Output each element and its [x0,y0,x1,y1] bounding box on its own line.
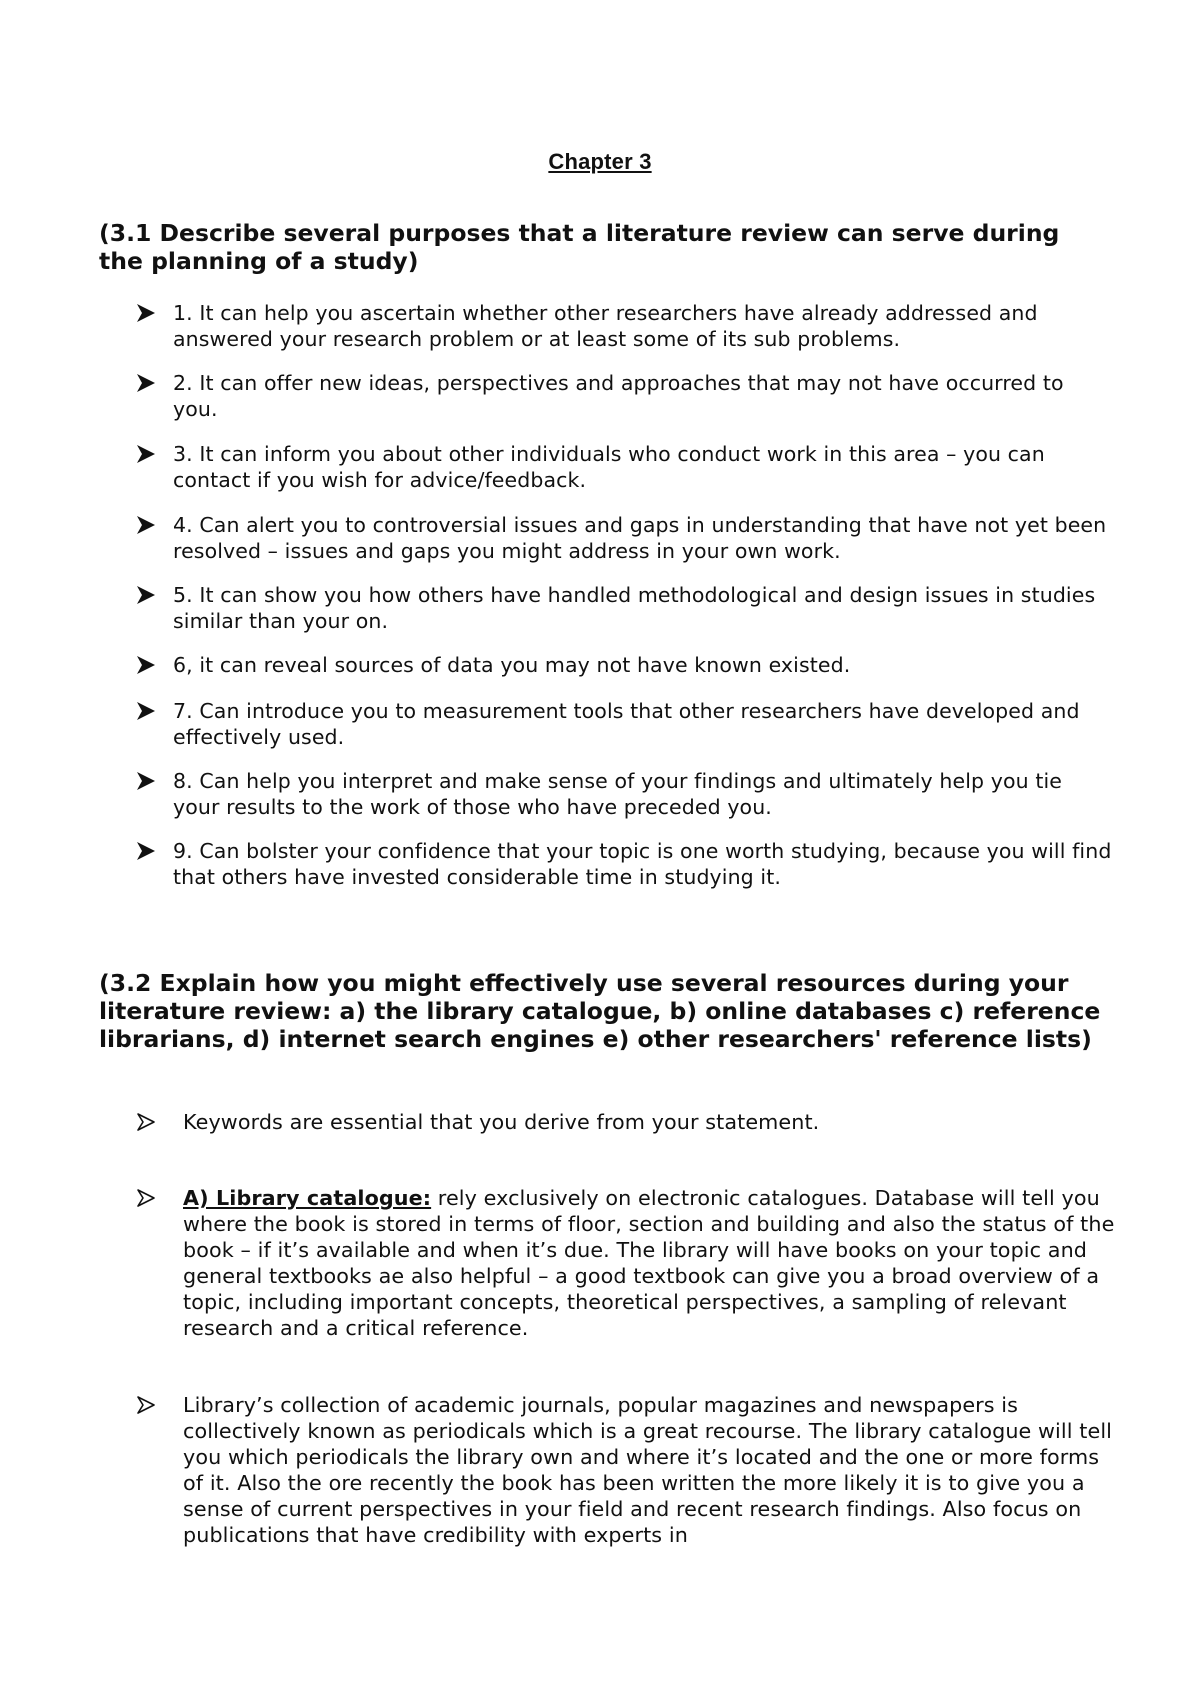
arrow-bullet-icon [135,584,157,606]
arrow-bullet-icon [135,840,157,862]
arrow-bullet-icon [135,654,157,676]
arrow-bullet-icon [135,514,157,536]
list-item-text: 9. Can bolster your confidence that your topic is one worth studying, because you will find that others have invested considerable time in studying it. [173,839,1112,889]
library-catalogue-lead: A) Library catalogue: [183,1186,432,1210]
section-heading-3-2: (3.2 Explain how you might effectively use several resources during your literature review: a) the library catalogue, b) online databases c) reference librarians, d) internet search engines e) other researchers' reference lists) [99,969,1101,1053]
arrow-bullet-icon [135,770,157,792]
section-heading-3-1: (3.1 Describe several purposes that a literature review can serve during the planning of a study) [99,219,1060,275]
outline-arrow-bullet-icon [135,1111,157,1133]
list-item-text: Library’s collection of academic journals, popular magazines and newspapers is collectively known as periodicals which is a great recourse. The library catalogue will tell you which periodicals the library own and where it’s located and the one or more forms of it. Also the ore recently the book has been written the more likely it is to give you a sense of current perspectives in your field and recent research findings. Also focus on publications that have credibility with experts in [183,1393,1113,1547]
list-item-text [183,1185,1118,1341]
list-item-text: 4. Can alert you to controversial issues and gaps in understanding that have not yet been resolved – issues and gaps you might address in your own work. [173,513,1107,563]
list-item-text: 5. It can show you how others have handled methodological and design issues in studies similar than your on. [173,583,1096,633]
list-item-text: 8. Can help you interpret and make sense of your findings and ultimately help you tie your results to the work of those who have preceded you. [173,769,1062,819]
list-item-text: 3. It can inform you about other individuals who conduct work in this area – you can contact if you wish for advice/feedback. [173,442,1045,492]
chapter-title: Chapter 3 [548,149,652,174]
outline-arrow-bullet-icon [135,1187,157,1209]
list-item-text: 2. It can offer new ideas, perspectives and approaches that may not have occurred to you. [173,371,1064,421]
arrow-bullet-icon [135,443,157,465]
list-item-text: 1. It can help you ascertain whether other researchers have already addressed and answered your research problem or at least some of its sub problems. [173,301,1038,351]
list-item-text: Keywords are essential that you derive from your statement. [183,1110,820,1134]
library-catalogue-body: rely exclusively on electronic catalogues. Database will tell you where the book is stored in terms of floor, section and building and also the status of the book – if it’s available and when it’s due. The library will have books on your topic and general textbooks ae also helpful – a good textbook can give you a broad overview of a topic, including important concepts, theoretical perspectives, a sampling of relevant research and a critical reference. [183,1186,1115,1340]
arrow-bullet-icon [135,700,157,722]
arrow-bullet-icon [135,372,157,394]
list-item-text: 7. Can introduce you to measurement tools that other researchers have developed and effectively used. [173,699,1080,749]
outline-arrow-bullet-icon [135,1394,157,1416]
arrow-bullet-icon [135,302,157,324]
list-item-text: 6, it can reveal sources of data you may not have known existed. [173,653,851,677]
